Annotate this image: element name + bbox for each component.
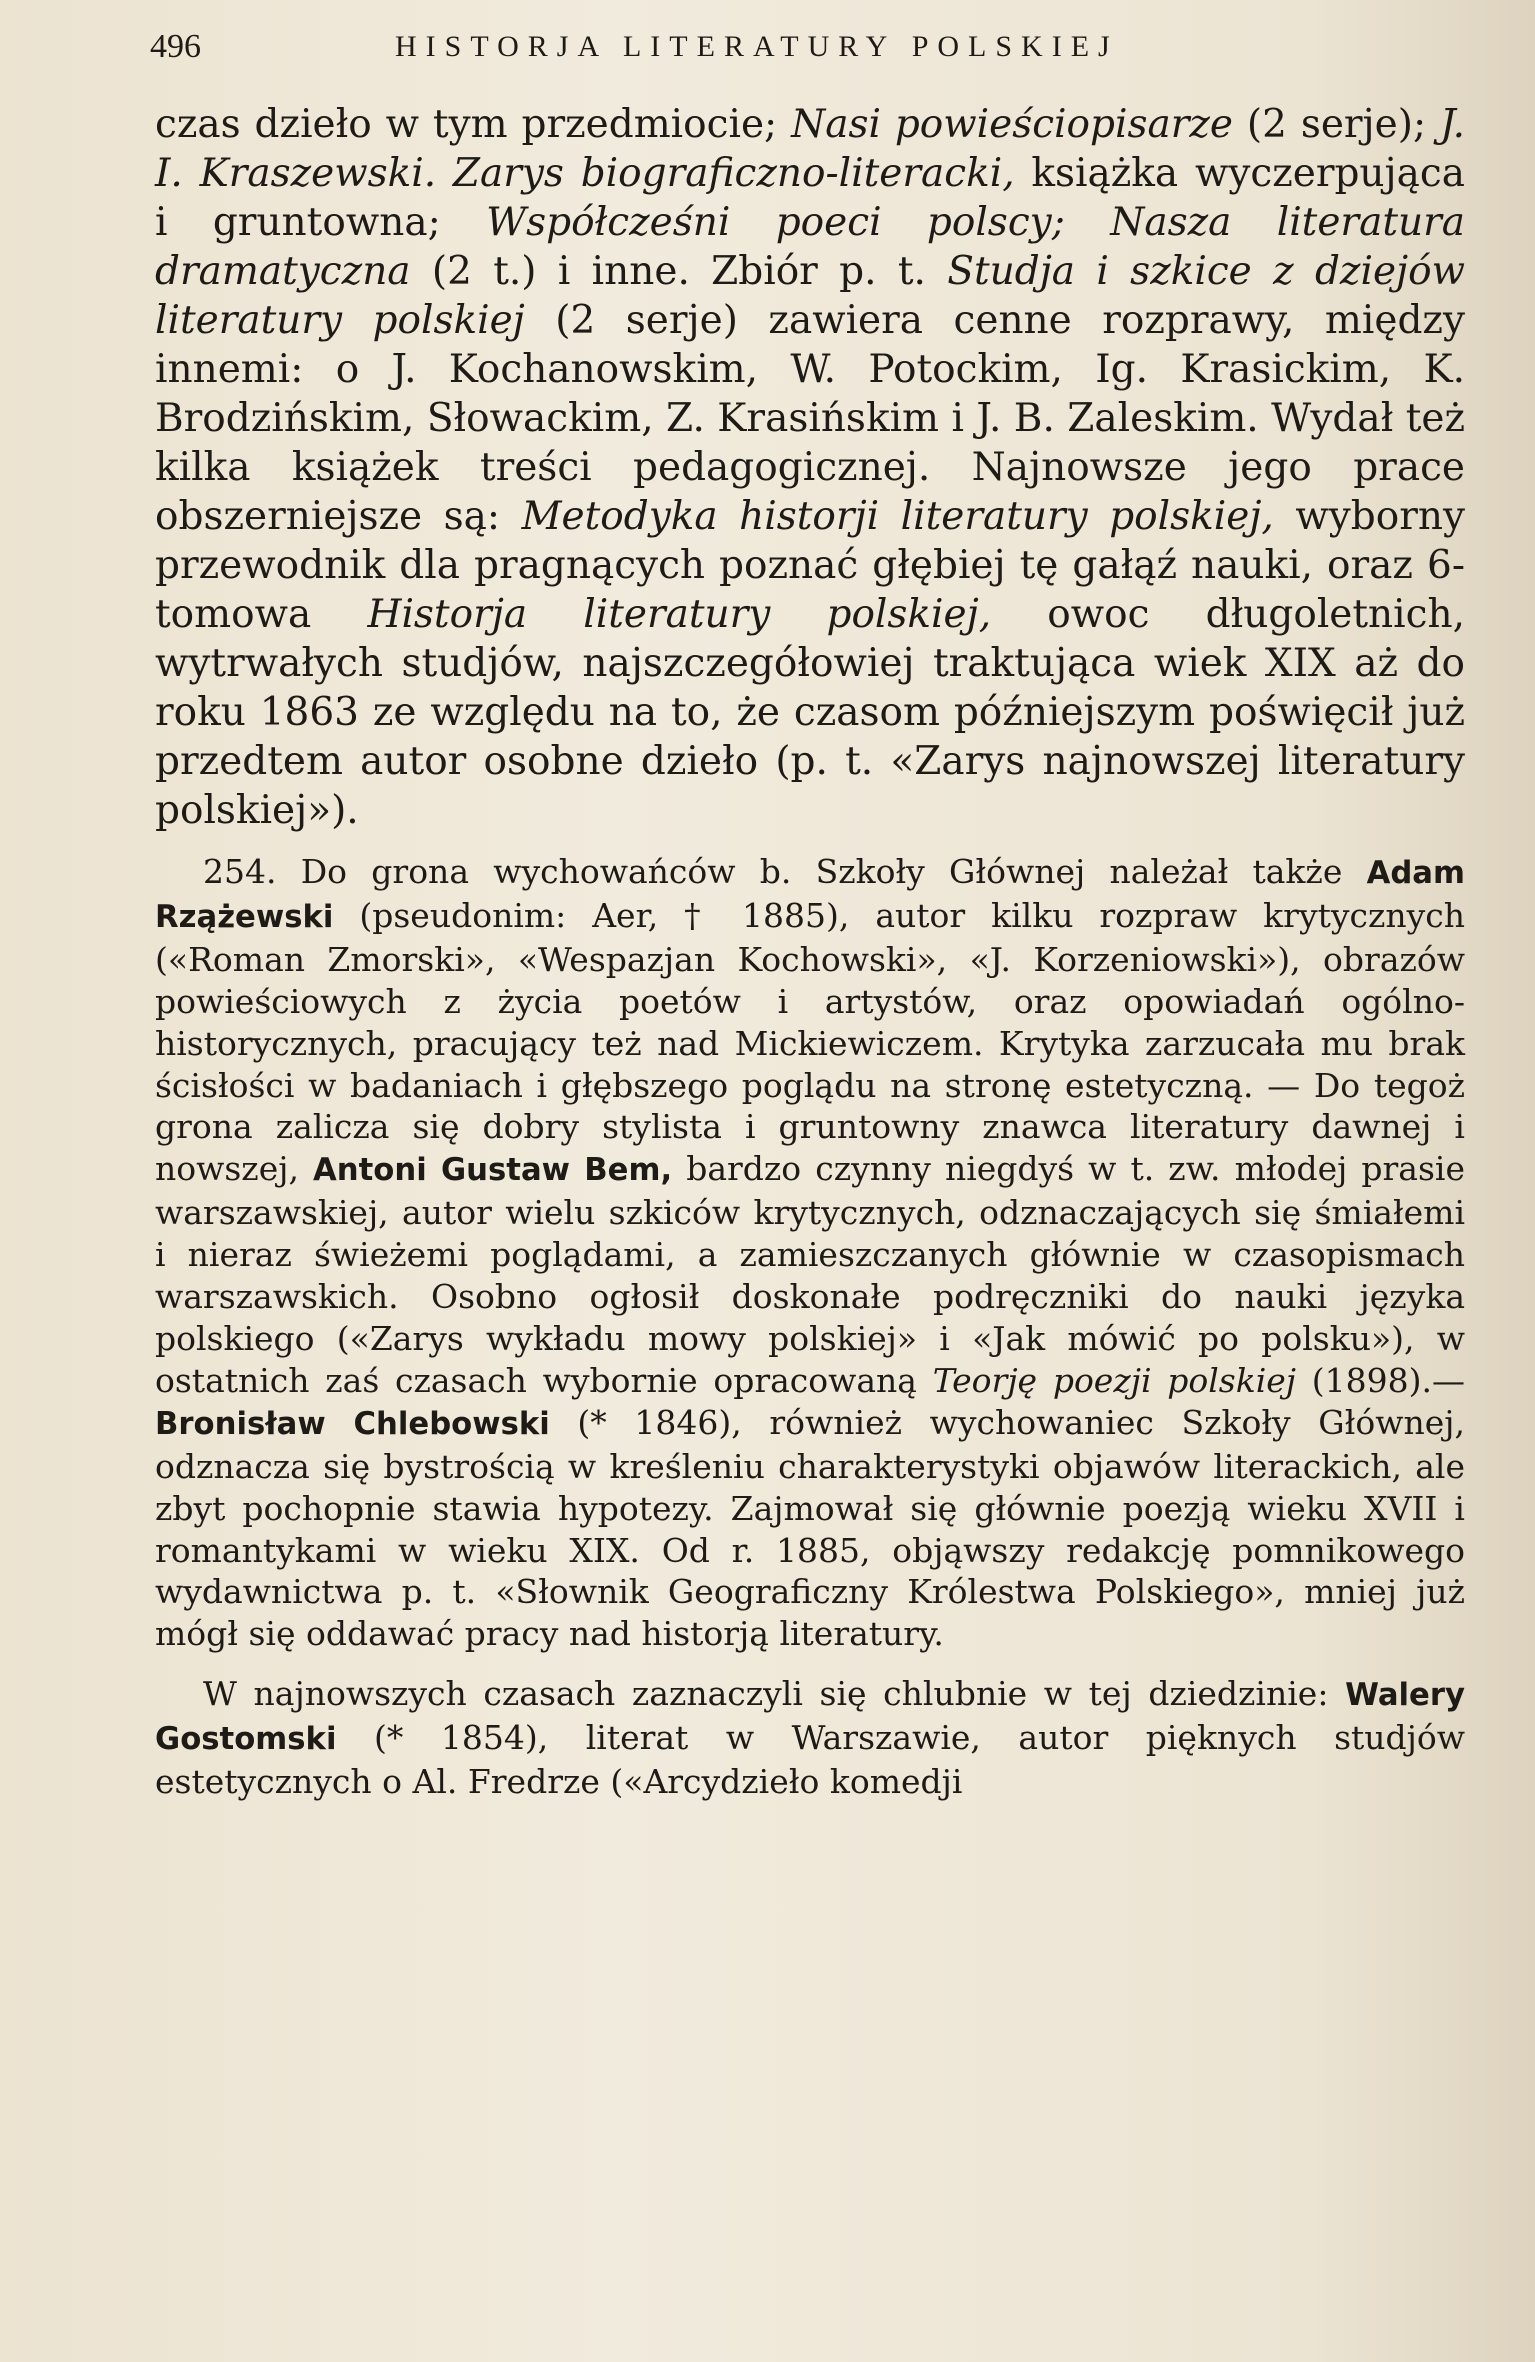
- text-run: (2 t.) i inne. Zbiór p. t.: [410, 249, 948, 294]
- book-title: Współcześni poeci polscy; Nasza literatura dramatyczna: [155, 200, 1466, 294]
- text-run: owoc długoletnich, wytrwałych studjów, najszczegółowiej traktująca wiek XIX aż do roku 1863 ze względu na to, że czasom późniejszym poświęcił już przedtem autor osobne dzieło (p. t. «Zarys najnowszej literatury polskiej»).: [155, 592, 1465, 833]
- text-run: wyborny przewodnik dla pragnących poznać głębiej tę gałąź nauki, oraz 6-tomowa: [155, 494, 1465, 637]
- page-header: [150, 28, 1470, 78]
- text-run: bardzo czynny niegdyś w t. zw. młodej prasie warszawskiej, autor wielu szkiców krytycznych, odznaczających się śmiałemi i nieraz świeżemi poglądami, a zamieszczanych głównie w czasopismach warszawskich. Osobno ogłosił doskonałe podręczniki do nauki języka polskiego («Zarys wykładu mowy polskiej» i «Jak mówić po polsku»), w ostatnich zaś czasach wybornie opracowaną: [155, 1149, 1465, 1400]
- paragraph-2: [155, 851, 1465, 1655]
- author-name: Bronisław Chlebowski: [155, 1406, 550, 1442]
- text-run: (pseudonim: Aer, † 1885), autor kilku rozpraw krytycznych («Roman Zmorski», «Wespazjan Kochowski», «J. Korzeniowski»), obrazów powieściowych z życia poetów i artystów, oraz opowiadań ogólno-historycznych, pracujący też nad Mickiewiczem. Krytyka zarzucała mu brak ścisłości w badaniach i głębszego poglądu na stronę estetyczną. — Do tegoż grona zalicza się dobry stylista i gruntowny znawca literatury dawnej i nowszej,: [155, 895, 1465, 1189]
- text-run: czas dzieło w tym przedmiocie;: [155, 102, 792, 147]
- book-title: Nasi powieściopisarze: [791, 102, 1233, 147]
- book-title: Historja literatury polskiej,: [367, 592, 992, 637]
- book-title: Teorję poezji polskiej: [932, 1360, 1297, 1400]
- text-run: (1898).—: [1296, 1360, 1465, 1400]
- text-run: (2 serje) zawiera cenne rozprawy, między innemi: o J. Kochanowskim, W. Potockim, Ig. Krasickim, K. Brodzińskim, Słowackim, Z. Krasińskim i J. B. Zaleskim. Wydał też kilka książek treści pedagogicznej. Najnowsze jego prace obszerniejsze są:: [155, 298, 1465, 539]
- paragraph-3: [155, 1673, 1465, 1803]
- author-name: Adam Rzążewski: [155, 856, 1465, 935]
- author-name: Walery Gostomski: [155, 1678, 1465, 1758]
- page-number: 496: [150, 28, 201, 65]
- book-title: Studja i szkice z dziejów literatury polskiej: [155, 249, 1465, 343]
- text-run: 254. Do grona wychowańców b. Szkoły Głównej należał także: [203, 852, 1367, 891]
- text-run: (* 1854), literat w Warszawie, autor pięknych studjów estetycznych o Al. Fredrze («Arcydzieło komedji: [155, 1718, 1465, 1802]
- text-run: (* 1846), również wychowaniec Szkoły Głównej, odznacza się bystrością w kreśleniu charakterystyki objawów literackich, ale zbyt pochopnie stawia hypotezy. Zajmował się głównie poezją wieku XVII i romantykami w wieku XIX. Od r. 1885, objąwszy redakcję pomnikowego wydawnictwa p. t. «Słownik Geograficzny Królestwa Polskiego», mniej już mógł się oddawać pracy nad historją literatury.: [155, 1402, 1465, 1654]
- author-name: Antoni Gustaw Bem,: [313, 1153, 673, 1189]
- text-run: W najnowszych czasach zaznaczyli się chlubnie w tej dziedzinie:: [203, 1674, 1346, 1714]
- text-run: (2 serje);: [1233, 102, 1440, 147]
- book-title: Metodyka historji literatury polskiej,: [521, 494, 1274, 539]
- running-title: HISTORJA LITERATURY POLSKIEJ: [395, 30, 1119, 63]
- text-run: książka wyczerpująca i gruntowna;: [155, 151, 1465, 245]
- paragraph-1: [155, 100, 1465, 835]
- body-text: [155, 100, 1465, 1803]
- book-title: J. I. Kraszewski. Zarys biograficzno-literacki,: [155, 102, 1465, 196]
